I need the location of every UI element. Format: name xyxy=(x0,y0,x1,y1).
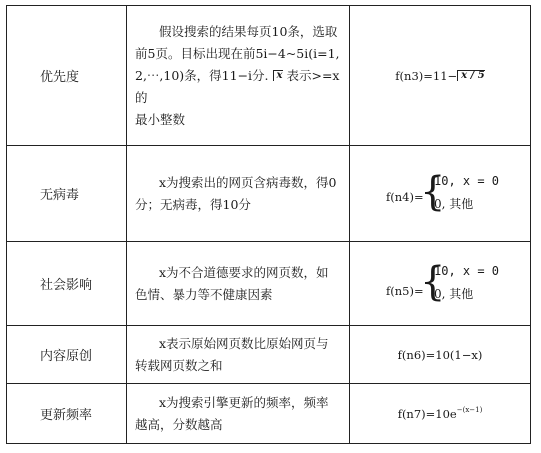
criterion-description: x为不合道德要求的网页数，如 色情、暴力等不健康因素 xyxy=(127,242,350,326)
ceiling-symbol: x xyxy=(273,70,283,81)
criterion-description: x为搜索出的网页含病毒数，得0 分；无病毒，得10分 xyxy=(127,146,350,242)
scoring-formula: f(n6)=10(1−x) xyxy=(350,326,531,384)
criterion-name: 无病毒 xyxy=(7,146,127,242)
scoring-formula: f(n3)=11− x / 5 xyxy=(350,6,531,146)
criterion-name: 优先度 xyxy=(7,6,127,146)
scoring-formula: f(n4)= { 10, x = 0 0, 其他 xyxy=(350,146,531,242)
table-row xyxy=(7,146,531,242)
table-row xyxy=(7,384,531,444)
criterion-description: x表示原始网页数比原始网页与 转载网页数之和 xyxy=(127,326,350,384)
table-row xyxy=(7,242,531,326)
scoring-formula: $f(n7)=10e^{-(x-1)}$ xyxy=(350,384,531,444)
ceiling-symbol: x / 5 xyxy=(457,70,485,81)
table-row xyxy=(7,326,531,384)
criterion-name: 社会影响 xyxy=(7,242,127,326)
criterion-name: 内容原创 xyxy=(7,326,127,384)
criterion-description: x为搜索引擎更新的频率，频率 越高，分数越高 xyxy=(127,384,350,444)
criterion-description: 假设搜索的结果每页10条，选取 前5页。目标出现在前5i−4~5i(i=1, 2,⋯,10)条，得11−i分. x 表示>=x的 最小整数 xyxy=(127,6,350,146)
criterion-name: 更新频率 xyxy=(7,384,127,444)
table-row xyxy=(7,6,531,146)
scoring-formula: f(n5)= { 10, x = 0 0, 其他 xyxy=(350,242,531,326)
criteria-table xyxy=(6,5,531,444)
